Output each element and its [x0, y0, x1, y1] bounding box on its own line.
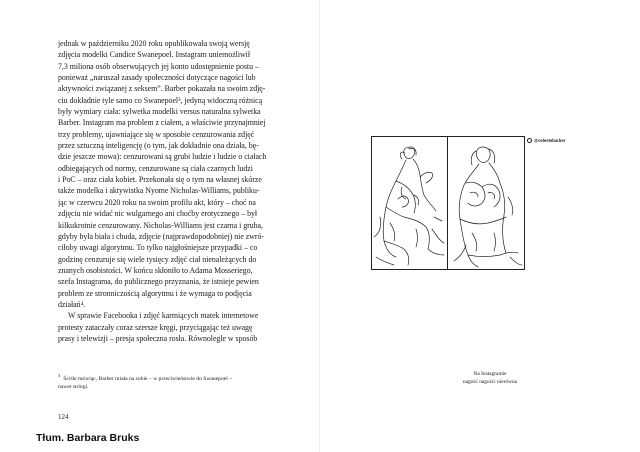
- text-line: ponieważ „naruszał zasady społeczności dotyczące nagości lub: [58, 73, 256, 83]
- text-line: jąc w czerwcu 2020 roku na swoim profilu akt, który – choć na: [58, 197, 256, 207]
- figure-caption: [455, 371, 525, 386]
- text-line: Barber. Instagram ma problem z ciałem, a właściwie przynajmniej: [58, 118, 266, 128]
- text-line: gdyby była biała i chuda, zdjęcie (najprawdopodobniej) nie zwró-: [58, 231, 265, 241]
- text-line: znanych osobistości. W końcu skłoniło to Adama Mosseriego,: [58, 265, 253, 275]
- translator-credit: Tłum. Barbara Bruks: [36, 432, 140, 444]
- page-number: 124: [58, 413, 69, 421]
- text-line: W sprawie Facebooka i zdjęć karmiących matek internetowe: [68, 311, 259, 321]
- text-line: także modelka i aktywistka Nyome Nicholas-Williams, publiku-: [58, 186, 260, 196]
- text-line: odbiegających od normy, cenzurowane są ciała czarnych ludzi: [58, 163, 253, 173]
- footnote-line: nawet stringi.: [58, 384, 89, 391]
- text-line: godzinę cenzuruje się wiele tysięcy zdjęć ciał nienależących do: [58, 254, 257, 264]
- caption-line: Na Instagramie: [473, 371, 507, 377]
- figure-drawing-right: [448, 137, 523, 269]
- text-line: 7,3 miliona osób obserwujących jej konto udostępnienie postu –: [58, 61, 259, 71]
- watermark-logo: [527, 138, 532, 143]
- text-line: szefa Instagrama, do publicznego przyznania, że istnieje pewien: [58, 277, 259, 287]
- text-line: problem ze stronniczością algorytmu i że wymaga to podjęcia: [58, 288, 252, 298]
- footnote: [58, 372, 298, 391]
- text-line: zdjęcia modelki Candice Swanepoel. Instagram uniemożliwił: [58, 50, 250, 60]
- illustration-frame: [371, 136, 525, 270]
- text-line: trzy problemy, ujawniające się w sposobie cenzurowania zdjęć: [58, 129, 255, 139]
- illustration-panel-left: [372, 137, 447, 269]
- page-gutter: [319, 0, 320, 452]
- text-line: protesty zataczały coraz szersze kręgi, przyciągając też uwagę: [58, 322, 253, 332]
- body-text: [58, 38, 298, 344]
- footnote-marker: 3: [58, 373, 61, 378]
- text-line: kilkukrotnie cenzurowany. Nicholas-Williams jest czarna i gruba,: [58, 220, 263, 230]
- text-line: aktywności związanej z seksem”. Barber pokazała na swoim zdję-: [58, 84, 266, 94]
- text-line: były wymiary ciała: sylwetka modelki versus naturalna sylwetka: [58, 107, 261, 117]
- footnote-line: [58, 372, 298, 383]
- text-line: dzie jeszcze mowa): cenzurowani są grubi ludzie i ludzie o ciałach: [58, 152, 267, 162]
- footnote-text: Ściśle mówiąc, Barber miała na sobie – w przeciwieństwie do Swanepoel –: [63, 375, 232, 382]
- watermark-text: @celestebarber: [534, 138, 566, 143]
- text-line: ciłoby uwagi algorytmu. To tylko najgłośniejsze przypadki – co: [58, 243, 258, 253]
- illustration-watermark: [527, 138, 565, 143]
- caption-line: nagość nagości nierówna: [462, 378, 518, 385]
- figure-drawing-left: [372, 137, 447, 269]
- text-line: ciu dokładnie tyle samo co Swanepoel³, jedyną widoczną różnicą: [58, 95, 263, 105]
- text-line: i PoC – oraz ciała kobiet. Przekonała się o tym na własnej skórze: [58, 175, 262, 185]
- text-line: działań⁴.: [58, 299, 86, 309]
- text-line: jednak w październiku 2020 roku opublikowała swoją wersję: [58, 39, 250, 48]
- paragraph: [58, 38, 298, 310]
- text-line: przez sztuczną inteligencję (o tym, jak dokładnie ona działa, bę-: [58, 141, 259, 151]
- text-line: zdjęciu nie widać nic wulgarnego ani choćby erotycznego – był: [58, 209, 258, 219]
- paragraph: [58, 310, 298, 344]
- text-line: prasy i telewizji – presja społeczna rosła. Równolegle w sposób: [58, 333, 258, 343]
- illustration-panel-right: [448, 137, 523, 269]
